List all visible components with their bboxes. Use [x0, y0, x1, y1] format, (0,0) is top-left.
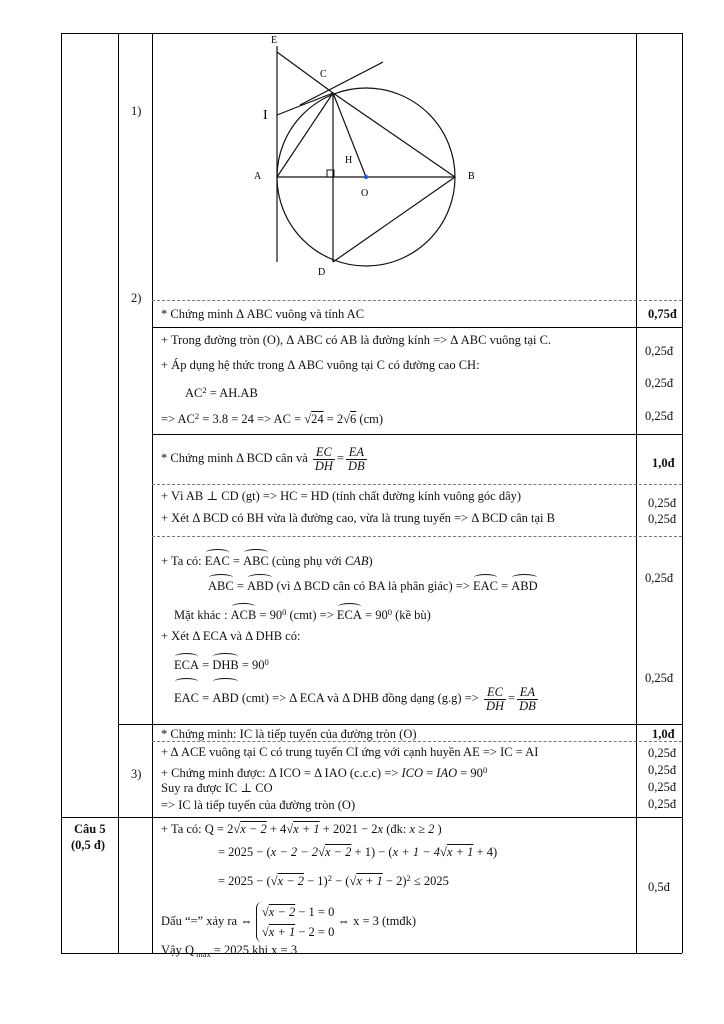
text: − ( [331, 874, 350, 888]
s2a-line-3 [185, 383, 258, 401]
fraction-ea-db [517, 686, 538, 713]
s3-line-4: => IC là tiếp tuyến của đường tròn (O) [161, 798, 356, 812]
text: = 3.8 = 24 => AC = [199, 412, 305, 426]
system-row-1: √x − 2 − 1 = 0 [261, 905, 335, 920]
row-divider [152, 536, 682, 537]
text: − 1 = 0 [295, 905, 335, 920]
s2a-heading: * Chứng minh Δ ABC vuông và tính AC [161, 307, 365, 321]
radicand: x + 1 [446, 845, 474, 859]
text: = 2025 khi x = 3 [210, 943, 298, 957]
angle: ACB [230, 608, 257, 622]
row-divider [152, 434, 682, 435]
numerator: EA [346, 446, 367, 460]
s2a-line-4: => $AC^2 = 3.8 = 24$ => AC = √24 = 2√6 (cm) [161, 411, 384, 426]
text: + 4 [266, 822, 287, 836]
text: = 90 [361, 608, 388, 622]
text: (đk: [383, 822, 410, 836]
col-content-border [152, 33, 153, 953]
radicand: x + 1 [293, 822, 320, 836]
text: + 4) [473, 845, 498, 859]
s5-score: 0,5đ [648, 880, 670, 894]
s2c-line-1 [161, 554, 373, 569]
text: = [497, 579, 512, 593]
row-divider [152, 724, 682, 725]
angle: EAC [204, 554, 230, 568]
angle: DHB [212, 658, 239, 672]
numerator: EA [517, 686, 538, 700]
superscript: 0 [482, 765, 488, 775]
denominator: DH [314, 458, 333, 473]
s5-line-4 [161, 900, 416, 942]
s3-score-2: 0,25đ [648, 763, 677, 777]
text: = AH.AB [206, 386, 258, 400]
text: Dấu “=” xảy ra ⇔ [161, 914, 256, 928]
s2c-line-5 [174, 655, 269, 673]
s2c-score-1: 0,25đ [645, 571, 674, 585]
angle: ABD [212, 683, 238, 713]
s5-line-3: = $2025 - (√x - 2 - 1)^2 - (√x + 1 - 2)^2 \le 2025$ [218, 873, 449, 888]
text: = 2025 − ( [218, 845, 271, 859]
s2b-line-2: + Xét Δ BCD có BH vừa là đường cao, vừa là trung tuyến => Δ BCD cân tại B [161, 511, 555, 525]
s3-heading: * Chứng minh: IC là tiếp tuyến của đường tròn (O) [161, 727, 417, 741]
radicand: x − 2 [324, 845, 352, 859]
s2b-heading-score: 1,0đ [652, 456, 675, 470]
s2b-score-1: 0,25đ [648, 496, 677, 510]
radicand: 6 [350, 412, 357, 426]
label-B: B [468, 171, 475, 182]
text: = 90 [457, 766, 483, 780]
col-score-border [636, 33, 637, 953]
s2b-heading [161, 444, 369, 473]
angle: ABD [247, 579, 274, 593]
system-row-2: √x + 1 − 2 = 0 [261, 925, 335, 940]
text: => AC [161, 412, 195, 426]
s2c-score-2: 0,25đ [645, 671, 674, 685]
text: = [233, 579, 248, 593]
text: AC [185, 386, 203, 400]
s2a-score-2: 0,25đ [645, 376, 674, 390]
angle: IAO [436, 766, 458, 780]
s3-line-3: Suy ra được IC ⊥ CO [161, 781, 273, 795]
text: − 2) [382, 874, 407, 888]
fraction-ec-dh [484, 686, 506, 713]
fraction-ec-dh [313, 446, 335, 473]
text: = 2 [323, 412, 344, 426]
label-H: H [345, 155, 353, 166]
row-divider [152, 484, 682, 485]
s2b-score-2: 0,25đ [648, 512, 677, 526]
text: = 90 [238, 658, 265, 672]
text: + 2021 − 2 [319, 822, 378, 836]
angle: CAB [344, 554, 369, 568]
angle: ECA [174, 658, 199, 672]
label-E: E [271, 35, 278, 46]
text: (cm) [356, 412, 384, 426]
text: = 2025 − ( [218, 874, 271, 888]
denominator: DH [485, 698, 504, 713]
s2a-heading-score: 0,75đ [648, 307, 677, 321]
text: x + 1 − 4 [392, 845, 441, 859]
s3-line-2 [161, 763, 487, 781]
superscript: 2 [194, 411, 200, 421]
label-I: I [263, 108, 268, 123]
table-bottom-border [61, 817, 682, 818]
text: − 1) [304, 874, 328, 888]
row-divider [152, 327, 682, 328]
angle: EAC [472, 579, 498, 593]
text: * Chứng minh Δ BCD cân và [161, 451, 311, 465]
text: = [199, 691, 213, 705]
label-D: D [318, 267, 326, 278]
text: (kề bù) [391, 608, 431, 622]
variable: x [377, 822, 384, 836]
text: Vậy Q [161, 943, 194, 957]
text: = [508, 691, 516, 705]
text: + Ta có: [161, 554, 205, 568]
angle: EAC [174, 683, 199, 713]
s3-score-4: 0,25đ [648, 797, 677, 811]
text: Mặt khác : [174, 608, 231, 622]
text: = 90 [256, 608, 283, 622]
angle: ICO [401, 766, 423, 780]
numerator: EC [484, 686, 506, 700]
s2c-line-2 [208, 579, 538, 594]
numerator: EC [313, 446, 335, 460]
angle: ABC [208, 579, 234, 593]
text: + Chứng minh được: Δ ICO = Δ IAO (c.c.c) => [161, 766, 402, 780]
equation-system [256, 902, 334, 942]
row-divider [152, 300, 682, 301]
radicand: x − 2 [240, 822, 267, 836]
label-C: C [320, 69, 327, 80]
radicand: x + 1 [356, 874, 383, 888]
col-part-border [118, 33, 119, 953]
question-5-points: (0,5 đ) [71, 838, 106, 852]
text: ≤ 2025 [410, 874, 449, 888]
col-left-border [61, 33, 62, 953]
superscript: 2 [327, 873, 332, 883]
fraction-ea-db [346, 446, 367, 473]
s2b-line-1: + Vì AB ⊥ CD (gt) => HC = HD (tính chất đường kính vuông góc dây) [161, 489, 522, 503]
label-A: A [254, 171, 262, 182]
superscript: 2 [406, 873, 411, 883]
text: = [422, 766, 437, 780]
angle: ABC [243, 554, 269, 568]
s5-line-2: = 2025 − (x − 2 − 2√x − 2 + 1) − (x + 1 − 4√x + 1 + 4) [218, 845, 498, 859]
text: x − 2 − 2 [270, 845, 319, 859]
text: ) [434, 822, 442, 836]
text: = [199, 658, 213, 672]
s3-line-1: + Δ ACE vuông tại C có trung tuyến CI ứng với cạnh huyền AE => IC = AI [161, 745, 539, 759]
table-final-border [61, 953, 682, 954]
s2c-line-6 [174, 683, 540, 713]
text: + Ta có: Q = 2 [161, 822, 234, 836]
superscript: 0 [387, 607, 392, 617]
part-divider [118, 724, 152, 725]
part-label-3: 3) [131, 767, 142, 781]
s3-score-3: 0,25đ [648, 780, 677, 794]
question-5-title: Câu 5 [74, 822, 106, 836]
part-label-2: 2) [131, 291, 142, 305]
radicand: 24 [311, 412, 324, 426]
angle: ABD [511, 579, 538, 593]
denominator: DB [348, 458, 365, 473]
condition: x ≥ 2 [409, 822, 435, 836]
s2a-line-1: + Trong đường tròn (O), Δ ABC có AB là đường kính => Δ ABC vuông tại C. [161, 333, 552, 347]
text: ) [368, 554, 373, 568]
col-right-border [682, 33, 683, 953]
s3-heading-score: 1,0đ [652, 727, 675, 741]
part-label-1: 1) [131, 104, 142, 118]
text: (vì Δ BCD cân có BA là phân giác) => [273, 579, 473, 593]
s2a-score-3: 0,25đ [645, 409, 674, 423]
text: − 2 = 0 [295, 925, 335, 940]
denominator: DB [519, 698, 536, 713]
s2a-score-1: 0,25đ [645, 344, 674, 358]
text: = [229, 554, 244, 568]
s2c-line-4: + Xét Δ ECA và Δ DHB có: [161, 629, 301, 643]
text: = [336, 451, 345, 465]
radicand: x + 1 [268, 925, 296, 940]
angle: ECA [336, 608, 362, 622]
s2a-line-2: + Áp dụng hệ thức trong Δ ABC vuông tại C có đường cao CH: [161, 358, 480, 372]
superscript: 2 [202, 385, 207, 395]
superscript: 0 [264, 657, 269, 667]
superscript: 0 [282, 607, 287, 617]
text: ⇔ x = 3 (tmđk) [334, 914, 417, 928]
text: (cùng phụ với [268, 554, 345, 568]
text: (cmt) => Δ ECA và Δ DHB đồng dạng (g.g) => [238, 691, 482, 705]
s5-line-1: + Ta có: Q = 2√x − 2 + 4√x + 1 + 2021 − 2x (đk: x ≥ 2 ) [161, 822, 442, 836]
subscript: max [193, 949, 211, 959]
radicand: x − 2 [277, 874, 304, 888]
radicand: x − 2 [268, 905, 296, 920]
label-O: O [361, 188, 369, 199]
s2c-line-3 [174, 605, 431, 623]
text: (cmt) => [286, 608, 337, 622]
text: + 1) − ( [351, 845, 393, 859]
s3-score-1: 0,25đ [648, 746, 677, 760]
geometry-figure [240, 30, 500, 290]
